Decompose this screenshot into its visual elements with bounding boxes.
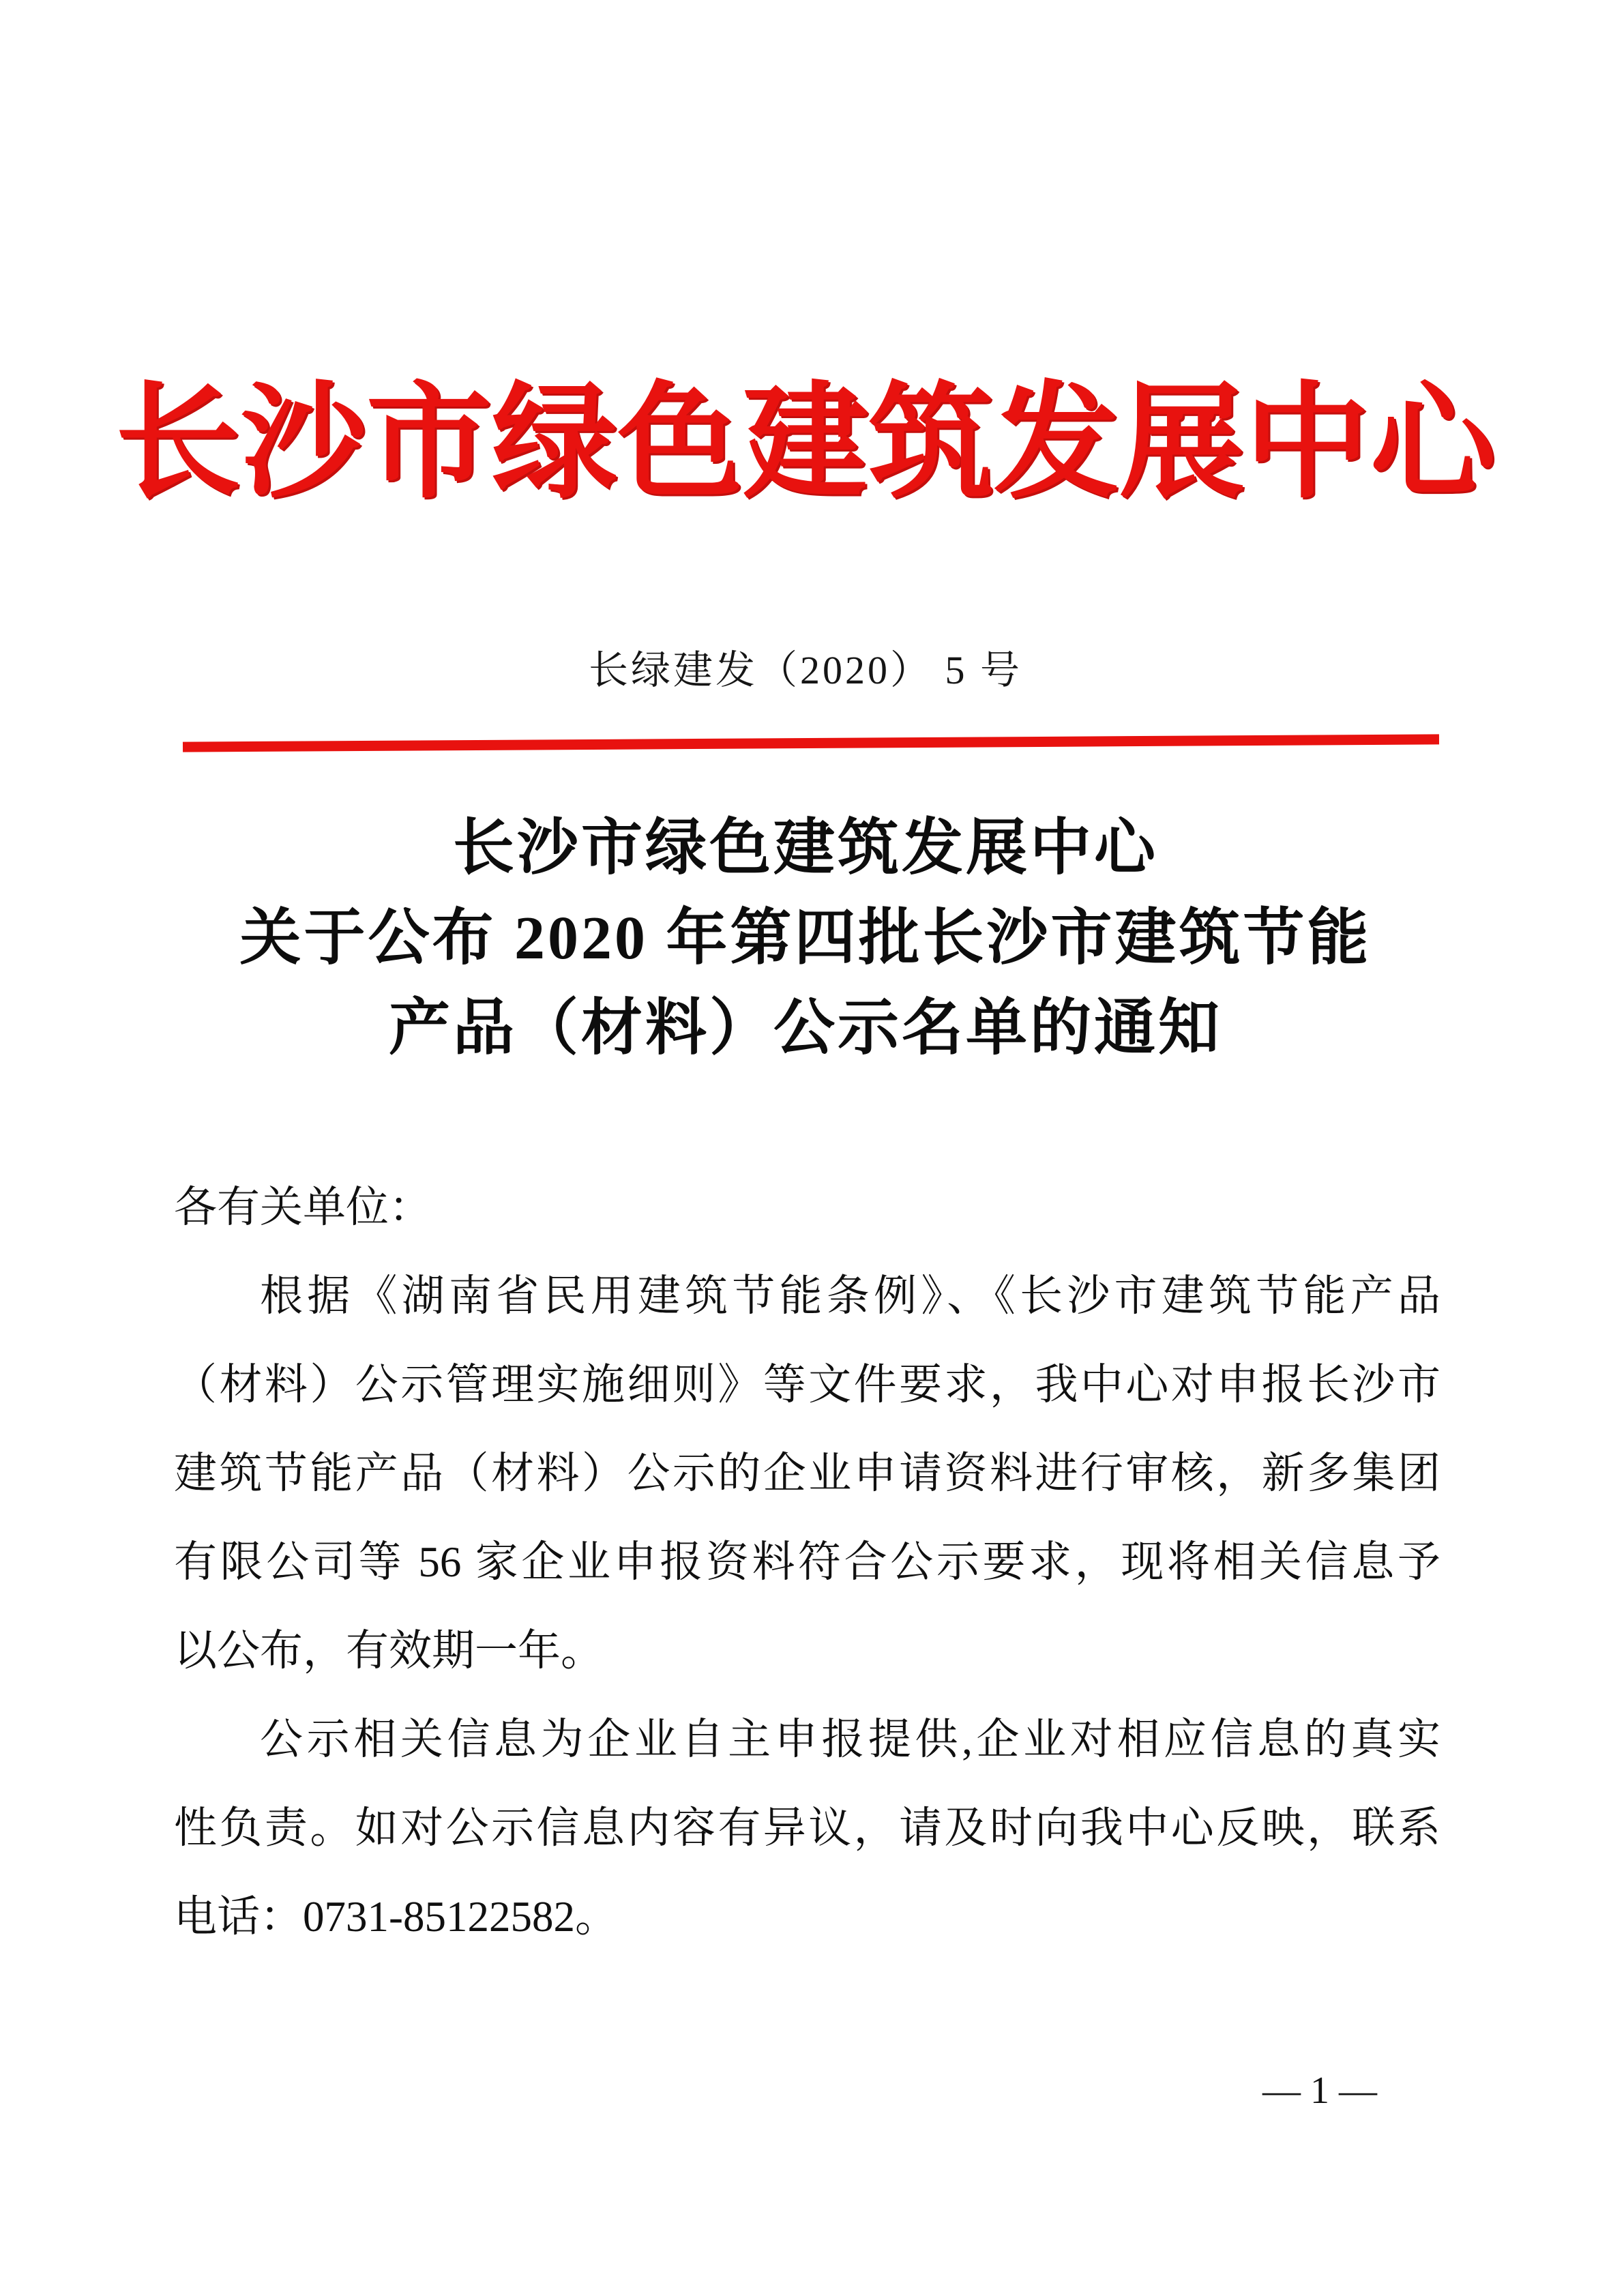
notice-title-line-3: 产品（材料）公示名单的通知 (389, 995, 1222, 1062)
notice-body (174, 1163, 1440, 1961)
letterhead-org-title: 长沙市绿色建筑发展中心 (115, 374, 1496, 513)
notice-title-line-1: 长沙市绿色建筑发展中心 (453, 814, 1158, 882)
body-line: 根据《湖南省民用建筑节能条例》、《长沙市建筑节能产品 (260, 1272, 1440, 1320)
salutation: 各有关单位： (174, 1183, 432, 1231)
body-line: 有限公司等 56 家企业申报资料符合公示要求，现将相关信息予 (174, 1538, 1440, 1586)
body-line: 以公布，有效期一年。 (174, 1627, 604, 1675)
body-line: 建筑节能产品（材料）公示的企业申请资料进行审核，新多集团 (174, 1449, 1440, 1497)
page-number: — 1 — (1262, 2070, 1377, 2112)
doc-number: 长绿建发（2020） 5 号 (588, 648, 1022, 692)
notice-title-line-2: 关于公布 2020 年第四批长沙市建筑节能 (239, 904, 1372, 972)
body-line: （材料）公示管理实施细则》等文件要求，我中心对申报长沙市 (174, 1361, 1440, 1409)
body-line: 电话：0731-85122582。 (174, 1893, 618, 1941)
body-line: 性负责。如对公示信息内容有异议，请及时向我中心反映，联系 (174, 1804, 1440, 1852)
body-line: 公示相关信息为企业自主申报提供,企业对相应信息的真实 (260, 1716, 1440, 1763)
red-divider-line (183, 734, 1439, 752)
notice-title (0, 804, 1611, 1074)
